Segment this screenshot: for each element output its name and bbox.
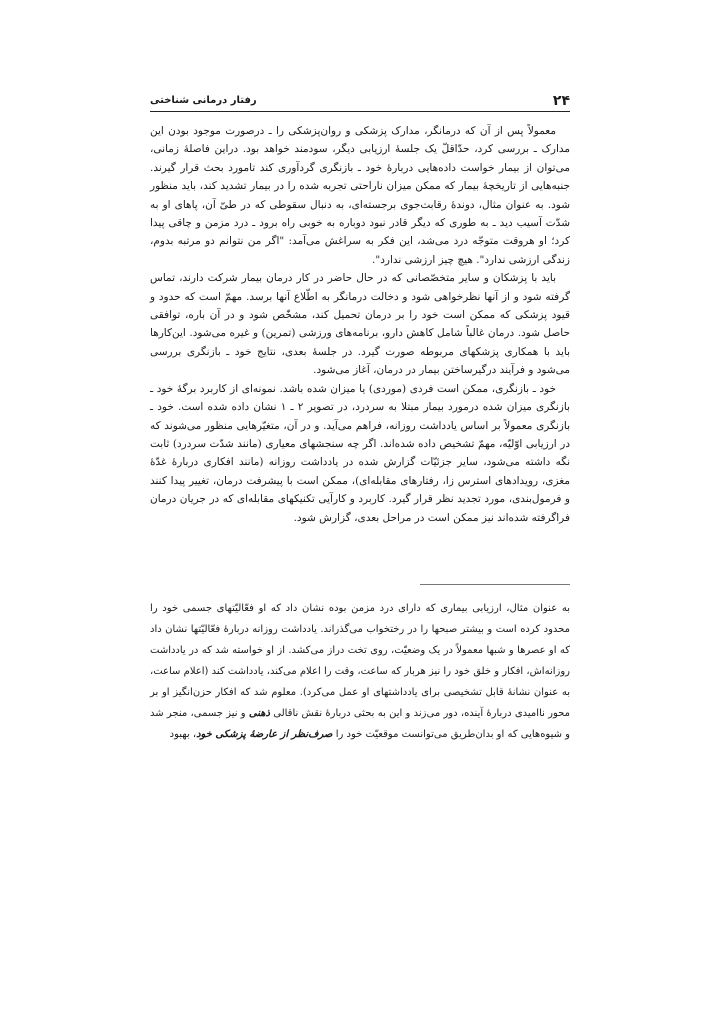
main-text xyxy=(150,122,570,527)
section-divider xyxy=(420,584,570,585)
case-text-part: ، بهبود xyxy=(169,729,197,740)
emphasis-text: ذهنی xyxy=(248,708,270,719)
paragraph: خود ـ بازنگری، ممکن است فردی (موردی) یا میزان شده باشد. نمونه‌ای از کاربرد برگهٔ خود ـ بازنگری میزان شده درمورد بیمار مبتلا به سردرد، در تصویر ۲ ـ ۱ نشان داده شده است. خود ـ بازنگری معمولاً بر اساس یادداشت روزانه، فراهم می‌آید. و در آن، متغیّرهایی منظور می‌شوند که در ارزیابی اوّلیّه، مهمّ تشخیص داده شده‌اند. اگر چه سنجشهای معیاری (مانند شدّت سردرد) ثابت نگه داشته می‌شود، سایر جزئیّات گزارش شده در یادداشت روزانه (مانند افکاری دربارهٔ غدّهٔ مغزی، رویدادهای استرس زا، رفتارهای مقابله‌ای)، ممکن است با پیشرفت درمان، تغییر پیدا کنند و فرمول‌بندی، مورد تجدید نظر قرار گیرد. کاربرد و کارآیی تکنیکهای مقابله‌ای که در جریان درمان فراگرفته شده‌اند نیز ممکن است در مراحل بعدی، گزارش شود. xyxy=(150,382,570,524)
case-example-box xyxy=(150,598,570,745)
page-number: ۲۴ xyxy=(552,93,570,109)
case-example-text xyxy=(150,598,570,745)
emphasis-text: صرف‌نظر از عارضهٔ پزشکی خود xyxy=(196,729,333,740)
paragraph: معمولاً پس از آن که درمانگر، مدارک پزشکی و روان‌پزشکی را ـ درصورت موجود بودن این مدارک ـ بررسی کرد، حدّاقلّ یک جلسهٔ ارزیابی دیگر، سودمند خواهد بود. دراین فاصلهٔ زمانی، می‌توان از بیمار خواست داده‌هایی دربارهٔ خود ـ بازنگری گردآوری کند تامورد بحث قرار گیرند. جنبه‌هایی از تاریخچهٔ بیمار که ممکن میزان ناراحتی تجربه شده را در بیمار تشدید کند، باید منظور شود. به عنوان مثال، دوندهٔ رقابت‌جوی برجسته‌ای، به دنبال سقوطی که در طیّ آن، پاهای او به شدّت آسیب دید ـ به طوری که دیگر قادر نبود دوباره به خوبی راه برود ـ درد مزمن و چاقی پیدا کرد؛ او هروقت متوجّه درد می‌شد، این فکر به سراغش می‌آمد: "اگر من نتوانم دو مرتبه بدوم، زندگی ارزشی ندارد". هیچ چیز ارزشی ندارد". xyxy=(150,125,570,266)
case-text-part: و نیز جسمی، منجر شد و شیوه‌هایی که او بدان‌طریق می‌توانست موقعیّت خود را xyxy=(150,708,570,740)
header-rule xyxy=(150,111,570,112)
paragraph: باید با پزشکان و سایر متخصّصانی که در حال حاضر در کار درمان بیمار شرکت دارند، تماس گرفته شود و از آنها نظرخواهی شود و دخالت درمانگر به اطّلاع آنها برسد. مهمّ است که حدود و قیود پزشکی که ممکن است خود را بر درمان تحمیل کند، مشخّص شود و در آن باره، توافقی حاصل شود. درمان غالباً شامل کاهش دارو، برنامه‌های ورزشی (تمرین) و غیره می‌شود. این‌کارها باید با همکاری پزشکهای مربوطه صورت گیرد. در جلسهٔ بعدی، نتایج خود ـ بازنگری بررسی می‌شود و فرآیند درگیرساختن بیمار در درمان، آغاز می‌شود. xyxy=(150,272,570,377)
page-header xyxy=(150,92,570,112)
running-title: رفتار درمانی شناختی xyxy=(150,95,257,106)
case-text-part: به عنوان مثال، ارزیابی بیماری که دارای درد مزمن بوده نشان داد که او فعّالیّتهای جسمی خود را محدود کرده است و بیشتر صبحها را در رختخواب می‌گذراند. یادداشت روزانه دربارهٔ فعّالیّتها نشان داد که او عصرها و شبها معمولاً در یک وضعیّت، روی تخت دراز می‌کشد. از او خواسته شد که در یادداشت روزانه‌اش، افکار و خلق خود را نیز هربار که ساعت، وقت را اعلام می‌کند، یادداشت کند (اعلام ساعت، به عنوان نشانهٔ قابل تشخیصی برای یادداشتهای او عمل می‌کرد). معلوم شد که افکار حزن‌انگیز او بر محور ناامیدی دربارهٔ آینده، دور می‌زند و این به بحثی دربارهٔ نقش ناقالی xyxy=(150,603,570,719)
